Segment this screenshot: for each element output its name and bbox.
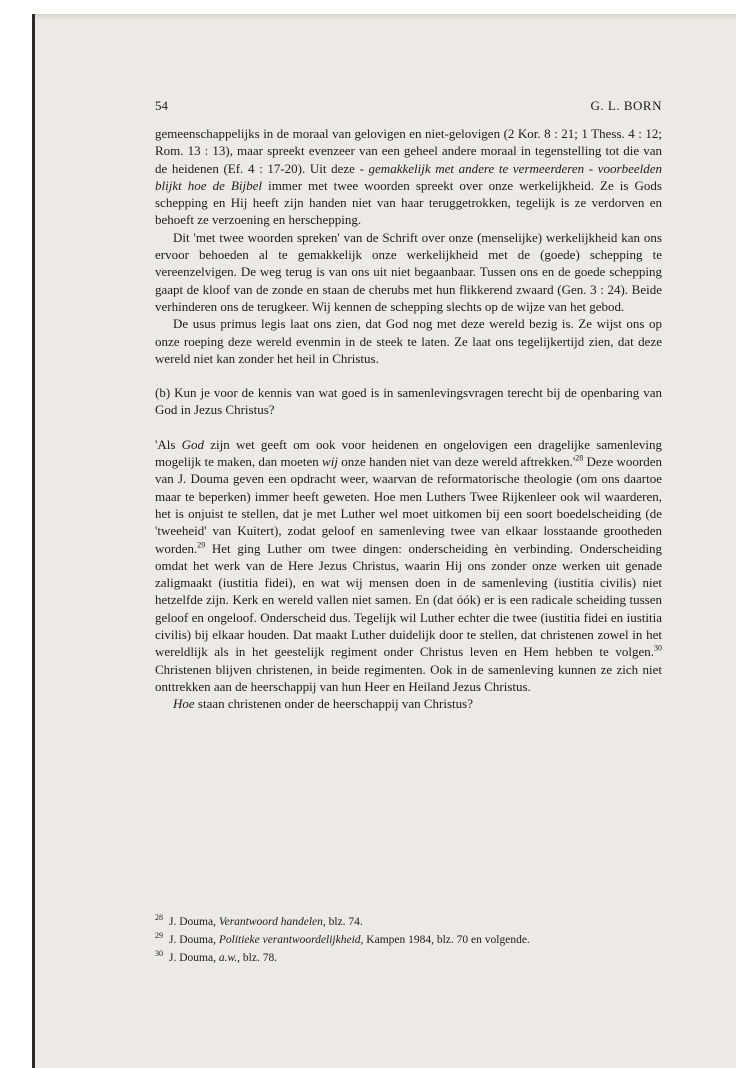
italic-text: Verantwoord handelen,	[218, 915, 326, 928]
text-run: immer met twee woorden spreekt over onze werkelijkheid. Ze is Gods schepping en Hij heeft zijn handen niet van haar teruggetrokken, tegelijk is ze verdorven en behoeft ze verzoening en herschepping.	[155, 177, 662, 228]
italic-text: gemakkelijk met andere te vermeerderen - voorbeelden blijkt hoe de Bijbel	[155, 160, 662, 193]
paragraph	[155, 436, 662, 695]
text-run: staan christenen onder de heerschappij van Christus?	[194, 696, 473, 712]
italic-text: Hoe	[173, 696, 195, 712]
text-run: J. Douma,	[169, 915, 219, 928]
footnote	[155, 929, 662, 947]
paragraph	[155, 384, 662, 419]
text-run: De usus primus legis laat ons zien, dat God nog met deze wereld bezig is. Ze wijst ons op onze roeping deze wereld evenmin in de steek te laten. Ze laat ons tegelijkertijd zien, dat deze wereld niet kan zonder het heil in Christus.	[155, 316, 662, 366]
page-number: 54	[155, 98, 168, 113]
italic-text: God	[181, 436, 205, 452]
text-run: J. Douma,	[169, 951, 219, 964]
page-left-edge	[32, 14, 35, 1068]
text-run: Dit 'met twee woorden spreken' van de Schrift over onze (menselijke) werkelijkheid kan ons ervoor behoeden al te gemakkelijk onze werkelijkheid met de (goede) schepping te vereenzelvigen. De weg terug is van ons uit niet begaanbaar. Tussen ons en de goede schepping gaapt de kloof van de zonde en staan de cherubs met hun flikkerend zwaard (Gen. 3 : 24). Beide verhinderen ons de terugkeer. Wij kennen de schepping slechts op de wijze van het gebod.	[155, 229, 662, 314]
footnote	[155, 947, 662, 965]
running-head: G. L. BORN	[590, 98, 662, 113]
footnote-reference: 29	[197, 540, 206, 550]
paragraph	[155, 695, 662, 712]
footnote-number: 30	[155, 948, 163, 958]
italic-text: wij	[322, 454, 338, 470]
footnote-number: 29	[155, 930, 163, 940]
body-text	[155, 125, 662, 713]
footnote-reference: 30	[654, 643, 662, 653]
text-run: gemeenschappelijks in de moraal van gelovigen en niet-gelovigen (2 Kor. 8 : 21; 1 Thess. 4 : 12; Rom. 13 : 13), maar spreekt evenzeer van een geheel andere moraal in tegenstelling tot die van de heidenen (Ef. 4 : 17-20). Uit deze -	[155, 126, 662, 176]
paragraph	[155, 125, 662, 229]
italic-text: Politieke verantwoordelijkheid,	[218, 933, 364, 946]
footnote-number: 28	[155, 913, 163, 922]
italic-text: a.w.,	[218, 951, 241, 964]
text-run: J. Douma,	[169, 933, 219, 946]
footnote-reference: 28	[575, 453, 584, 463]
text-run: blz. 78.	[240, 951, 278, 964]
footnote	[155, 911, 662, 929]
paragraph	[155, 229, 662, 315]
page-top-shadow	[32, 14, 736, 20]
text-run: Deze woorden van J. Douma geven een opdracht weer, waarvan de reformatorische theologie (om ons daartoe maar te beperken) immer heeft geweten. Hoe men Luthers Twee Rijkenleer ook wil waarderen, het is onjuist te stellen, dat je met Luther wel moet uitkomen bij een soort boedelscheiding (de 'tweeheid' van Kuitert), zodat geloof en samenleving twee van elkaar losstaande grootheden worden.	[155, 454, 662, 556]
text-run: onze handen niet van deze wereld aftrekken.'	[337, 454, 576, 470]
paragraph	[155, 315, 662, 367]
text-run: (b) Kun je voor de kennis van wat goed is in samenlevingsvragen terecht bij de openbaring van God in Jezus Christus?	[155, 385, 662, 418]
footnotes	[155, 911, 662, 964]
text-run: zijn wet geeft om ook voor heidenen en ongelovigen een dragelijke samenleving mogelijk te maken, dan moeten	[155, 436, 662, 470]
text-run: Kampen 1984, blz. 70 en volgende.	[363, 933, 530, 946]
text-run: Christenen blijven christenen, in beide regimenten. Ook in de samenleving kunnen ze zich niet onttrekken aan de heerschappij van hun Heer en Heiland Jezus Christus.	[155, 661, 662, 694]
text-run: Het ging Luther om twee dingen: onderscheiding èn verbinding. Onderscheiding omdat het werk van de Here Jezus Christus, waarin Hij ons zonder onze werken uit genade zaligmaakt (iustitia fidei), en wat wij mensen doen in de samenleving (iustitia civilis) niet hetzelfde zijn. Kerk en wereld vallen niet samen. En (dat óók) er is een radicale scheiding tussen geloof en ongeloof. Onderscheid dus. Tegelijk wil Luther echter die twee (iustitia fidei en iustitia civilis) bij elkaar houden. Dat maakt Luther duidelijk door te stellen, dat christenen zowel in het wereldlijk als in het geestelijk regiment onder Christus leven en Hem hebben te volgen.	[155, 540, 662, 660]
text-run: blz. 74.	[325, 915, 363, 928]
text-run: 'Als	[155, 436, 182, 452]
